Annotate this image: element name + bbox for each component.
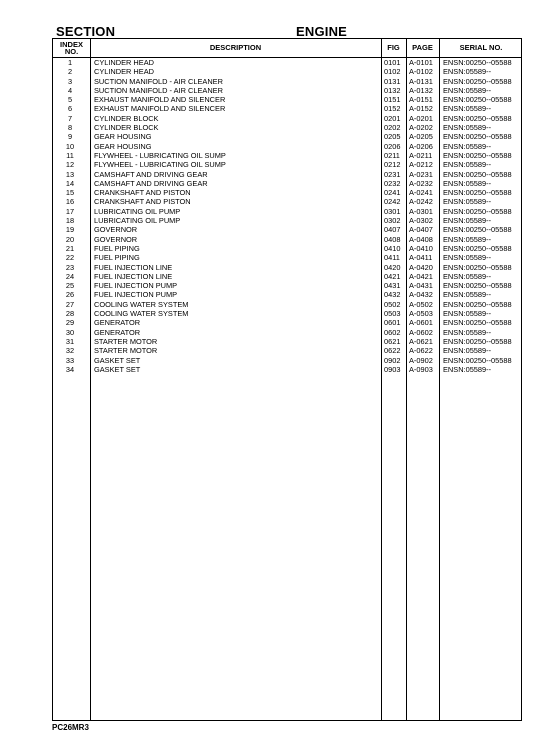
description-cell: GOVERNOR — [94, 234, 138, 244]
table-row — [53, 86, 521, 95]
serial-cell: ENSN:00250--05588 — [443, 262, 512, 272]
index-cell: 26 — [65, 290, 75, 300]
fig-cell: 0302 — [384, 216, 401, 226]
description-cell: FUEL INJECTION PUMP — [94, 281, 178, 291]
table-row — [53, 272, 521, 281]
page-cell: A-0232 — [409, 178, 433, 188]
page-cell: A-0212 — [409, 160, 433, 170]
description-cell: CRANKSHAFT AND PISTON — [94, 188, 191, 198]
fig-cell: 0420 — [384, 262, 401, 272]
page-cell: A-0421 — [409, 271, 433, 281]
serial-cell: ENSN:00250--05588 — [443, 225, 512, 235]
index-cell: 9 — [67, 132, 73, 142]
fig-cell: 0151 — [384, 95, 401, 105]
index-cell: 4 — [67, 85, 73, 95]
description-cell: GOVERNOR — [94, 225, 138, 235]
description-cell: GENERATOR — [94, 318, 141, 328]
page-cell: A-0432 — [409, 290, 433, 300]
serial-cell: ENSN:00250--05588 — [443, 132, 512, 142]
page-cell: A-0621 — [409, 336, 433, 346]
fig-cell: 0242 — [384, 197, 401, 207]
description-cell: CAMSHAFT AND DRIVING GEAR — [94, 178, 208, 188]
fig-cell: 0431 — [384, 281, 401, 291]
table-row — [53, 225, 521, 234]
index-cell: 33 — [65, 355, 75, 365]
serial-cell: ENSN:05589-- — [443, 327, 492, 337]
description-cell: FUEL PIPING — [94, 243, 140, 253]
index-cell: 29 — [65, 318, 75, 328]
fig-cell: 0205 — [384, 132, 401, 142]
parts-index-table — [52, 38, 522, 721]
fig-cell: 0407 — [384, 225, 401, 235]
serial-cell: ENSN:00250--05588 — [443, 318, 512, 328]
description-cell: GEAR HOUSING — [94, 141, 152, 151]
serial-cell: ENSN:00250--05588 — [443, 206, 512, 216]
serial-cell: ENSN:05589-- — [443, 290, 492, 300]
fig-cell: 0621 — [384, 336, 401, 346]
index-cell: 27 — [65, 299, 75, 309]
page-cell: A-0408 — [409, 234, 433, 244]
fig-cell: 0502 — [384, 299, 401, 309]
description-cell: FLYWHEEL - LUBRICATING OIL SUMP — [94, 160, 226, 170]
header-fig: FIG — [387, 43, 400, 53]
page-cell: A-0601 — [409, 318, 433, 328]
table-row — [53, 197, 521, 206]
table-row — [53, 132, 521, 141]
fig-cell: 0421 — [384, 271, 401, 281]
description-cell: STARTER MOTOR — [94, 346, 158, 356]
table-row — [53, 170, 521, 179]
serial-cell: ENSN:05589-- — [443, 178, 492, 188]
table-row — [53, 216, 521, 225]
description-cell: SUCTION MANIFOLD - AIR CLEANER — [94, 85, 223, 95]
serial-cell: ENSN:05589-- — [443, 216, 492, 226]
fig-cell: 0903 — [384, 364, 401, 374]
fig-cell: 0408 — [384, 234, 401, 244]
serial-cell: ENSN:00250--05588 — [443, 355, 512, 365]
fig-cell: 0622 — [384, 346, 401, 356]
description-cell: GASKET SET — [94, 355, 141, 365]
index-cell: 21 — [65, 243, 75, 253]
serial-cell: ENSN:05589-- — [443, 253, 492, 263]
description-cell: CYLINDER HEAD — [94, 67, 154, 77]
fig-cell: 0201 — [384, 113, 401, 123]
page-cell: A-0231 — [409, 169, 433, 179]
page-cell: A-0152 — [409, 104, 433, 114]
table-row — [53, 235, 521, 244]
page-cell: A-0420 — [409, 262, 433, 272]
fig-cell: 0241 — [384, 188, 401, 198]
table-row — [53, 207, 521, 216]
page-cell: A-0206 — [409, 141, 433, 151]
serial-cell: ENSN:05589-- — [443, 85, 492, 95]
serial-cell: ENSN:00250--05588 — [443, 150, 512, 160]
section-title: ENGINE — [296, 24, 348, 39]
serial-cell: ENSN:00250--05588 — [443, 299, 512, 309]
index-cell: 25 — [65, 281, 75, 291]
serial-cell: ENSN:00250--05588 — [443, 76, 512, 86]
description-cell: COOLING WATER SYSTEM — [94, 309, 189, 319]
index-cell: 7 — [67, 113, 73, 123]
table-row — [53, 123, 521, 132]
table-row — [53, 300, 521, 309]
description-cell: FUEL INJECTION PUMP — [94, 290, 178, 300]
page-cell: A-0201 — [409, 113, 433, 123]
fig-cell: 0132 — [384, 85, 401, 95]
table-row — [53, 67, 521, 76]
table-row — [53, 77, 521, 86]
table-row — [53, 151, 521, 160]
fig-cell: 0211 — [384, 150, 400, 160]
table-row — [53, 346, 521, 355]
index-cell: 2 — [67, 67, 73, 77]
index-cell: 22 — [65, 253, 75, 263]
index-cell: 19 — [65, 225, 75, 235]
page-cell: A-0211 — [409, 150, 433, 160]
description-cell: LUBRICATING OIL PUMP — [94, 206, 181, 216]
serial-cell: ENSN:00250--05588 — [443, 188, 512, 198]
table-row — [53, 104, 521, 113]
fig-cell: 0206 — [384, 141, 401, 151]
page-cell: A-0602 — [409, 327, 433, 337]
fig-cell: 0102 — [384, 67, 401, 77]
table-row — [53, 160, 521, 169]
fig-cell: 0503 — [384, 309, 401, 319]
description-cell: FUEL INJECTION LINE — [94, 262, 173, 272]
serial-cell: ENSN:00250--05588 — [443, 58, 512, 67]
description-cell: FUEL PIPING — [94, 253, 140, 263]
table-row — [53, 188, 521, 197]
page-cell: A-0431 — [409, 281, 433, 291]
serial-cell: ENSN:05589-- — [443, 160, 492, 170]
index-cell: 20 — [65, 234, 75, 244]
serial-cell: ENSN:00250--05588 — [443, 169, 512, 179]
page-cell: A-0151 — [409, 95, 433, 105]
table-row — [53, 356, 521, 365]
table-row — [53, 114, 521, 123]
description-cell: CYLINDER BLOCK — [94, 123, 159, 133]
serial-cell: ENSN:05589-- — [443, 197, 492, 207]
serial-cell: ENSN:00250--05588 — [443, 113, 512, 123]
index-cell: 14 — [65, 178, 75, 188]
table-row — [53, 95, 521, 104]
description-cell: GASKET SET — [94, 364, 141, 374]
serial-cell: ENSN:05589-- — [443, 346, 492, 356]
header-description: DESCRIPTION — [209, 43, 262, 53]
table-row — [53, 263, 521, 272]
description-cell: LUBRICATING OIL PUMP — [94, 216, 181, 226]
description-cell: CYLINDER HEAD — [94, 58, 154, 67]
section-label: SECTION — [56, 24, 116, 39]
index-cell: 16 — [65, 197, 75, 207]
page-cell: A-0622 — [409, 346, 433, 356]
page-cell: A-0132 — [409, 85, 433, 95]
serial-cell: ENSN:00250--05588 — [443, 336, 512, 346]
page-cell: A-0101 — [409, 58, 433, 67]
page-cell: A-0131 — [409, 76, 433, 86]
index-cell: 13 — [65, 169, 75, 179]
header-index — [53, 39, 90, 57]
fig-cell: 0101 — [384, 58, 401, 67]
fig-cell: 0601 — [384, 318, 401, 328]
page-cell: A-0903 — [409, 364, 433, 374]
fig-cell: 0411 — [384, 253, 400, 263]
index-cell: 5 — [67, 95, 73, 105]
description-cell: EXHAUST MANIFOLD AND SILENCER — [94, 95, 226, 105]
index-cell: 31 — [65, 336, 75, 346]
table-row — [53, 281, 521, 290]
fig-cell: 0212 — [384, 160, 401, 170]
index-cell: 34 — [65, 364, 75, 374]
page-cell: A-0411 — [409, 253, 433, 263]
table-row — [53, 309, 521, 318]
description-cell: CYLINDER BLOCK — [94, 113, 159, 123]
serial-cell: ENSN:05589-- — [443, 364, 492, 374]
page-cell: A-0241 — [409, 188, 433, 198]
table-row — [53, 58, 521, 67]
index-cell: 18 — [65, 216, 75, 226]
index-cell: 10 — [65, 141, 75, 151]
table-row — [53, 290, 521, 299]
index-cell: 1 — [67, 58, 73, 67]
table-row — [53, 318, 521, 327]
description-cell: CAMSHAFT AND DRIVING GEAR — [94, 169, 208, 179]
page-cell: A-0410 — [409, 243, 433, 253]
description-cell: CRANKSHAFT AND PISTON — [94, 197, 191, 207]
fig-cell: 0602 — [384, 327, 401, 337]
header-page: PAGE — [412, 43, 433, 53]
serial-cell: ENSN:00250--05588 — [443, 95, 512, 105]
index-cell: 6 — [67, 104, 73, 114]
description-cell: COOLING WATER SYSTEM — [94, 299, 189, 309]
fig-cell: 0131 — [384, 76, 401, 86]
page-cell: A-0302 — [409, 216, 433, 226]
page-cell: A-0242 — [409, 197, 433, 207]
page-cell: A-0301 — [409, 206, 433, 216]
index-cell: 32 — [65, 346, 75, 356]
fig-cell: 0232 — [384, 178, 401, 188]
table-row — [53, 179, 521, 188]
fig-cell: 0202 — [384, 123, 401, 133]
index-cell: 15 — [65, 188, 75, 198]
description-cell: STARTER MOTOR — [94, 336, 158, 346]
index-cell: 17 — [65, 206, 75, 216]
serial-cell: ENSN:00250--05588 — [443, 281, 512, 291]
table-row — [53, 142, 521, 151]
page-cell: A-0502 — [409, 299, 433, 309]
index-cell: 30 — [65, 327, 75, 337]
table-row — [53, 253, 521, 262]
table-row — [53, 365, 521, 374]
index-cell: 28 — [65, 309, 75, 319]
serial-cell: ENSN:00250--05588 — [443, 243, 512, 253]
fig-cell: 0231 — [384, 169, 401, 179]
model-code: PC26MR3 — [52, 723, 89, 732]
serial-cell: ENSN:05589-- — [443, 309, 492, 319]
index-cell: 24 — [65, 271, 75, 281]
table-row — [53, 328, 521, 337]
serial-cell: ENSN:05589-- — [443, 234, 492, 244]
fig-cell: 0152 — [384, 104, 401, 114]
page-cell: A-0503 — [409, 309, 433, 319]
index-cell: 3 — [67, 76, 73, 86]
serial-cell: ENSN:05589-- — [443, 104, 492, 114]
description-cell: FLYWHEEL - LUBRICATING OIL SUMP — [94, 150, 226, 160]
fig-cell: 0301 — [384, 206, 401, 216]
index-cell: 12 — [65, 160, 75, 170]
index-cell: 8 — [67, 123, 73, 133]
description-cell: GENERATOR — [94, 327, 141, 337]
header-serial: SERIAL NO. — [459, 43, 503, 53]
index-cell: 23 — [65, 262, 75, 272]
serial-cell: ENSN:05589-- — [443, 123, 492, 133]
page-cell: A-0902 — [409, 355, 433, 365]
page-cell: A-0202 — [409, 123, 433, 133]
fig-cell: 0410 — [384, 243, 401, 253]
serial-cell: ENSN:05589-- — [443, 271, 492, 281]
description-cell: SUCTION MANIFOLD - AIR CLEANER — [94, 76, 223, 86]
description-cell: FUEL INJECTION LINE — [94, 271, 173, 281]
serial-cell: ENSN:05589-- — [443, 141, 492, 151]
table-body — [53, 58, 521, 374]
serial-cell: ENSN:05589-- — [443, 67, 492, 77]
fig-cell: 0432 — [384, 290, 401, 300]
fig-cell: 0902 — [384, 355, 401, 365]
page-cell: A-0407 — [409, 225, 433, 235]
table-row — [53, 337, 521, 346]
index-cell: 11 — [66, 150, 74, 160]
page-cell: A-0102 — [409, 67, 433, 77]
description-cell: EXHAUST MANIFOLD AND SILENCER — [94, 104, 226, 114]
description-cell: GEAR HOUSING — [94, 132, 152, 142]
header-index-label: INDEX NO. — [60, 39, 83, 56]
table-row — [53, 244, 521, 253]
page-cell: A-0205 — [409, 132, 433, 142]
